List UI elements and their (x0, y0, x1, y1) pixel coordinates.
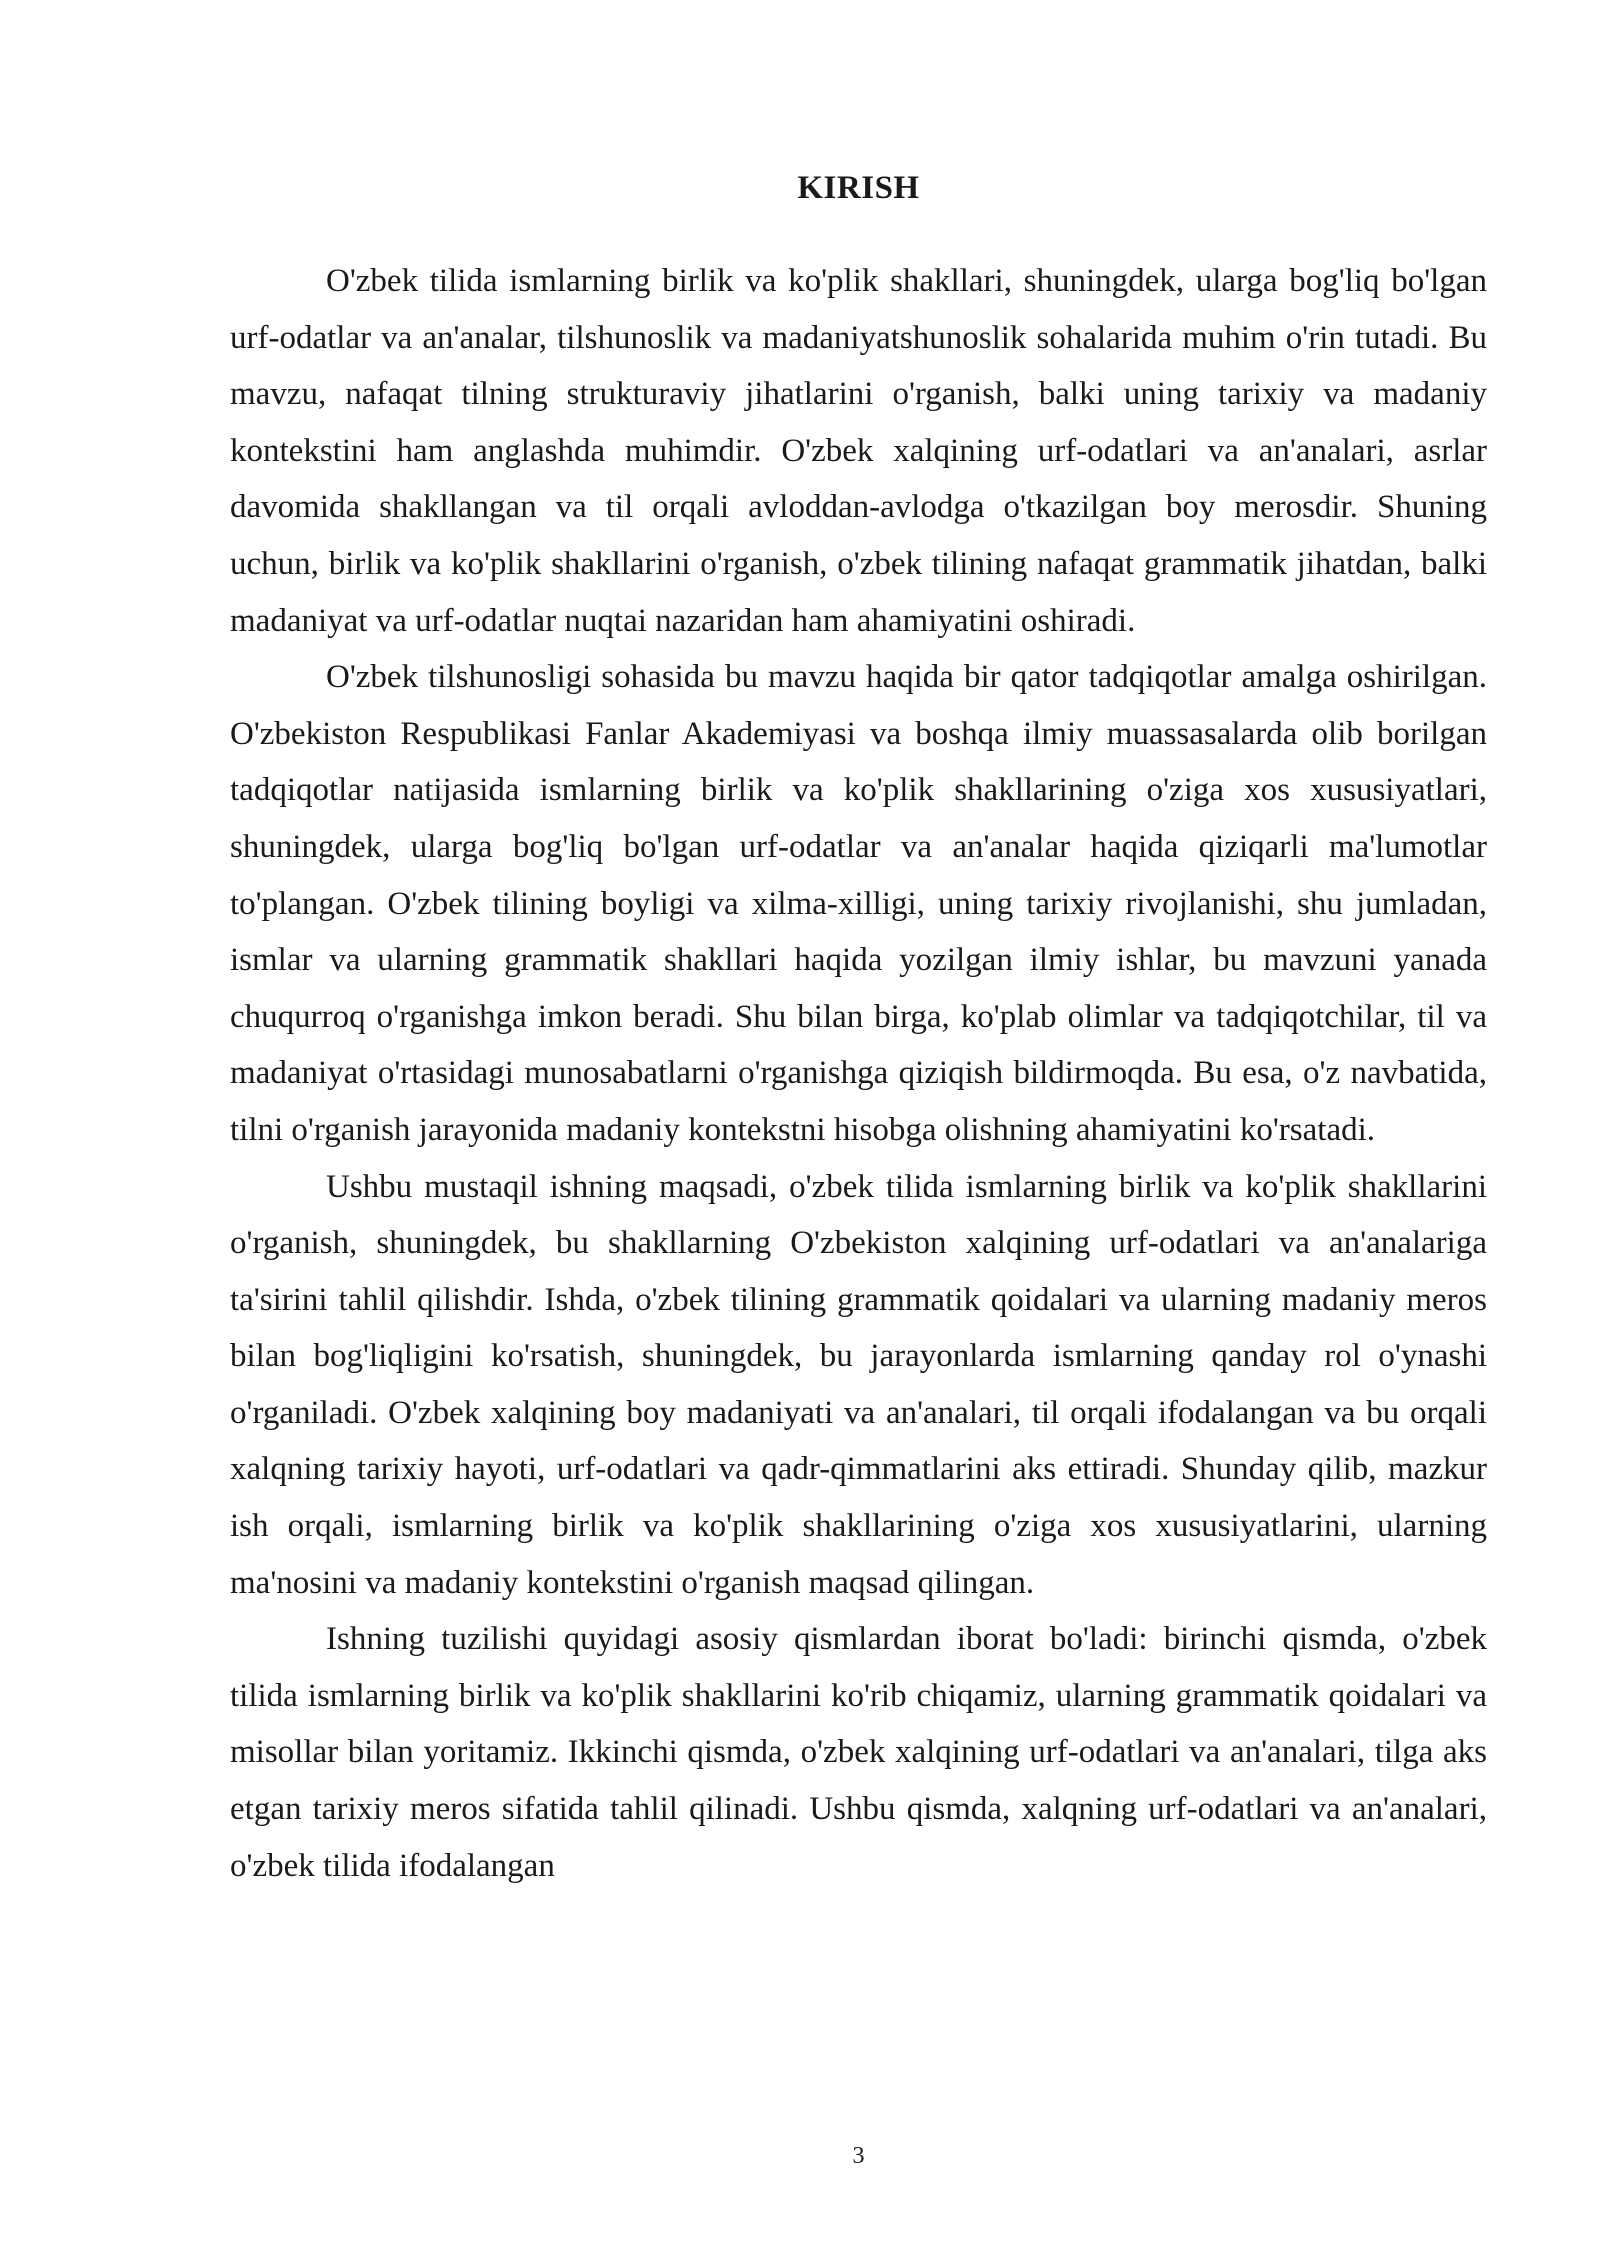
paragraph-4: Ishning tuzilishi quyidagi asosiy qismlardan iborat bo'ladi: birinchi qismda, o'zbek tilida ismlarning birlik va ko'plik shakllarini ko'rib chiqamiz, ularning grammatik qoidalari va misollar bilan yoritamiz. Ikkinchi qismda, o'zbek xalqining urf-odatlari va an'analari, tilga aks etgan tarixiy meros sifatida tahlil qilinadi. Ushbu qismda, xalqning urf-odatlari va an'analari, o'zbek tilida ifodalangan (230, 1621, 1487, 1884)
page-title: KIRISH (797, 170, 920, 206)
paragraph-3: Ushbu mustaqil ishning maqsadi, o'zbek tilida ismlarning birlik va ko'plik shakllarini o'rganish, shuningdek, bu shakllarning O'zbekiston xalqining urf-odatlari va an'analariga ta'sirini tahlil qilishdir. Ishda, o'zbek tilining grammatik qoidalari va ularning madaniy meros bilan bog'liqligini ko'rsatish, shuningdek, bu jarayonlarda ismlarning qanday rol o'ynashi o'rganiladi. O'zbek xalqining boy madaniyati va an'analari, til orqali ifodalangan va bu orqali xalqning tarixiy hayoti, urf-odatlari va qadr-qimmatlarini aks ettiradi. Shunday qilib, mazkur ish orqali, ismlarning birlik va ko'plik shakllarining o'ziga xos xususiyatlarini, ularning ma'nosini va madaniy kontekstini o'rganish maqsad qilingan. (230, 1168, 1487, 1601)
paragraph-2: O'zbek tilshunosligi sohasida bu mavzu haqida bir qator tadqiqotlar amalga oshirilgan. O'zbekiston Respublikasi Fanlar Akademiyasi va boshqa ilmiy muassasalarda olib borilgan tadqiqotlar natijasida ismlarning birlik va ko'plik shakllarining o'ziga xos xususiyatlari, shuningdek, ularga bog'liq bo'lgan urf-odatlar va an'analar haqida qiziqarli ma'lumotlar to'plangan. O'zbek tilining boyligi va xilma-xilligi, uning tarixiy rivojlanishi, shu jumladan, ismlar va ularning grammatik shakllari haqida yozilgan ilmiy ishlar, bu mavzuni yanada chuqurroq o'rganishga imkon beradi. Shu bilan birga, ko'plab olimlar va tadqiqotchilar, til va madaniyat o'rtasidagi munosabatlarni o'rganishga qiziqish bildirmoqda. Bu esa, o'z navbatida, tilni o'rganish jarayonida madaniy kontekstni hisobga olishning ahamiyatini ko'rsatadi. (230, 659, 1487, 1148)
page-number: 3 (852, 2143, 865, 2169)
document-body (230, 253, 1487, 1894)
paragraph-1: O'zbek tilida ismlarning birlik va ko'plik shakllari, shuningdek, ularga bog'liq bo'lgan urf-odatlar va an'analar, tilshunoslik va madaniyatshunoslik sohalarida muhim o'rin tutadi. Bu mavzu, nafaqat tilning strukturaviy jihatlarini o'rganish, balki uning tarixiy va madaniy kontekstini ham anglashda muhimdir. O'zbek xalqining urf-odatlari va an'analari, asrlar davomida shakllangan va til orqali avloddan-avlodga o'tkazilgan boy merosdir. Shuning uchun, birlik va ko'plik shakllarini o'rganish, o'zbek tilining nafaqat grammatik jihatdan, balki madaniyat va urf-odatlar nuqtai nazaridan ham ahamiyatini oshiradi. (230, 263, 1487, 639)
